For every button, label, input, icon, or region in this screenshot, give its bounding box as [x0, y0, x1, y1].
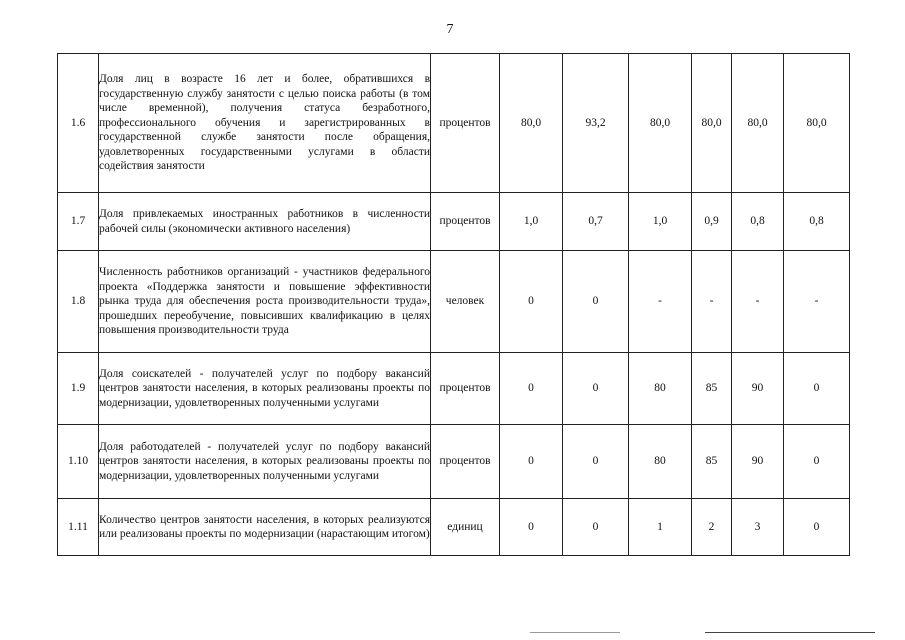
- value-cell: 0,7: [563, 193, 629, 251]
- value-cell: 0: [500, 353, 563, 425]
- value-cell: 85: [692, 425, 732, 499]
- value-cell: 0,8: [784, 193, 850, 251]
- row-unit: процентов: [431, 425, 500, 499]
- table-row: [58, 425, 850, 499]
- value-cell: -: [784, 251, 850, 353]
- scan-mark-left: [530, 632, 620, 635]
- value-cell: 3: [732, 499, 784, 556]
- indicators-table: [57, 53, 850, 556]
- table-row: [58, 251, 850, 353]
- row-unit: процентов: [431, 353, 500, 425]
- value-cell: 0,9: [692, 193, 732, 251]
- value-cell: 90: [732, 353, 784, 425]
- value-cell: 80,0: [732, 54, 784, 193]
- value-cell: 2: [692, 499, 732, 556]
- row-number: 1.8: [58, 251, 99, 353]
- value-cell: 0: [563, 425, 629, 499]
- value-cell: 0: [563, 499, 629, 556]
- row-description: Доля работодателей - получателей услуг по подбору вакансий центров занятости населения, в которых реализованы проекты по модернизации, удовлетворенных полученными услугами: [99, 425, 431, 499]
- table-row: [58, 193, 850, 251]
- table-row: [58, 353, 850, 425]
- value-cell: 80,0: [692, 54, 732, 193]
- row-description: Доля привлекаемых иностранных работников в численности рабочей силы (экономически активного населения): [99, 193, 431, 251]
- row-number: 1.10: [58, 425, 99, 499]
- row-number: 1.11: [58, 499, 99, 556]
- row-number: 1.9: [58, 353, 99, 425]
- row-number: 1.6: [58, 54, 99, 193]
- value-cell: -: [692, 251, 732, 353]
- value-cell: 0: [500, 499, 563, 556]
- row-description: Количество центров занятости населения, в которых реализуются или реализованы проекты по модернизации (нарастающим итогом): [99, 499, 431, 556]
- value-cell: 93,2: [563, 54, 629, 193]
- value-cell: 80,0: [629, 54, 692, 193]
- row-unit: единиц: [431, 499, 500, 556]
- value-cell: 80: [629, 353, 692, 425]
- value-cell: 0: [563, 353, 629, 425]
- table-row: [58, 54, 850, 193]
- value-cell: 1,0: [500, 193, 563, 251]
- value-cell: 0: [563, 251, 629, 353]
- page-number: 7: [446, 22, 454, 37]
- value-cell: 1,0: [629, 193, 692, 251]
- row-description: Численность работников организаций - участников федерального проекта «Поддержка занятости и повышение эффективности рынка труда для обеспечения роста производительности труда», прошедших переобучение, повысивших квалификацию в целях повышения производительности труда: [99, 251, 431, 353]
- value-cell: 85: [692, 353, 732, 425]
- value-cell: 0: [500, 425, 563, 499]
- table-row: [58, 499, 850, 556]
- value-cell: 80,0: [500, 54, 563, 193]
- value-cell: 80: [629, 425, 692, 499]
- row-unit: человек: [431, 251, 500, 353]
- row-description: Доля лиц в возрасте 16 лет и более, обратившихся в государственную службу занятости с целью поиска работы (в том числе временной), получения статуса безработного, профессионального обучения и зарегистрированных в государственной службе занятости после обращения, удовлетворенных государственными услугами в области содействия занятости: [99, 54, 431, 193]
- value-cell: 0: [784, 425, 850, 499]
- value-cell: 80,0: [784, 54, 850, 193]
- value-cell: 0,8: [732, 193, 784, 251]
- value-cell: -: [732, 251, 784, 353]
- value-cell: 0: [500, 251, 563, 353]
- row-description: Доля соискателей - получателей услуг по подбору вакансий центров занятости населения, в которых реализованы проекты по модернизации, удовлетворенных полученными услугами: [99, 353, 431, 425]
- value-cell: 90: [732, 425, 784, 499]
- value-cell: 1: [629, 499, 692, 556]
- row-number: 1.7: [58, 193, 99, 251]
- row-unit: процентов: [431, 54, 500, 193]
- value-cell: 0: [784, 499, 850, 556]
- value-cell: 0: [784, 353, 850, 425]
- row-unit: процентов: [431, 193, 500, 251]
- value-cell: -: [629, 251, 692, 353]
- scan-mark-right: [705, 632, 875, 635]
